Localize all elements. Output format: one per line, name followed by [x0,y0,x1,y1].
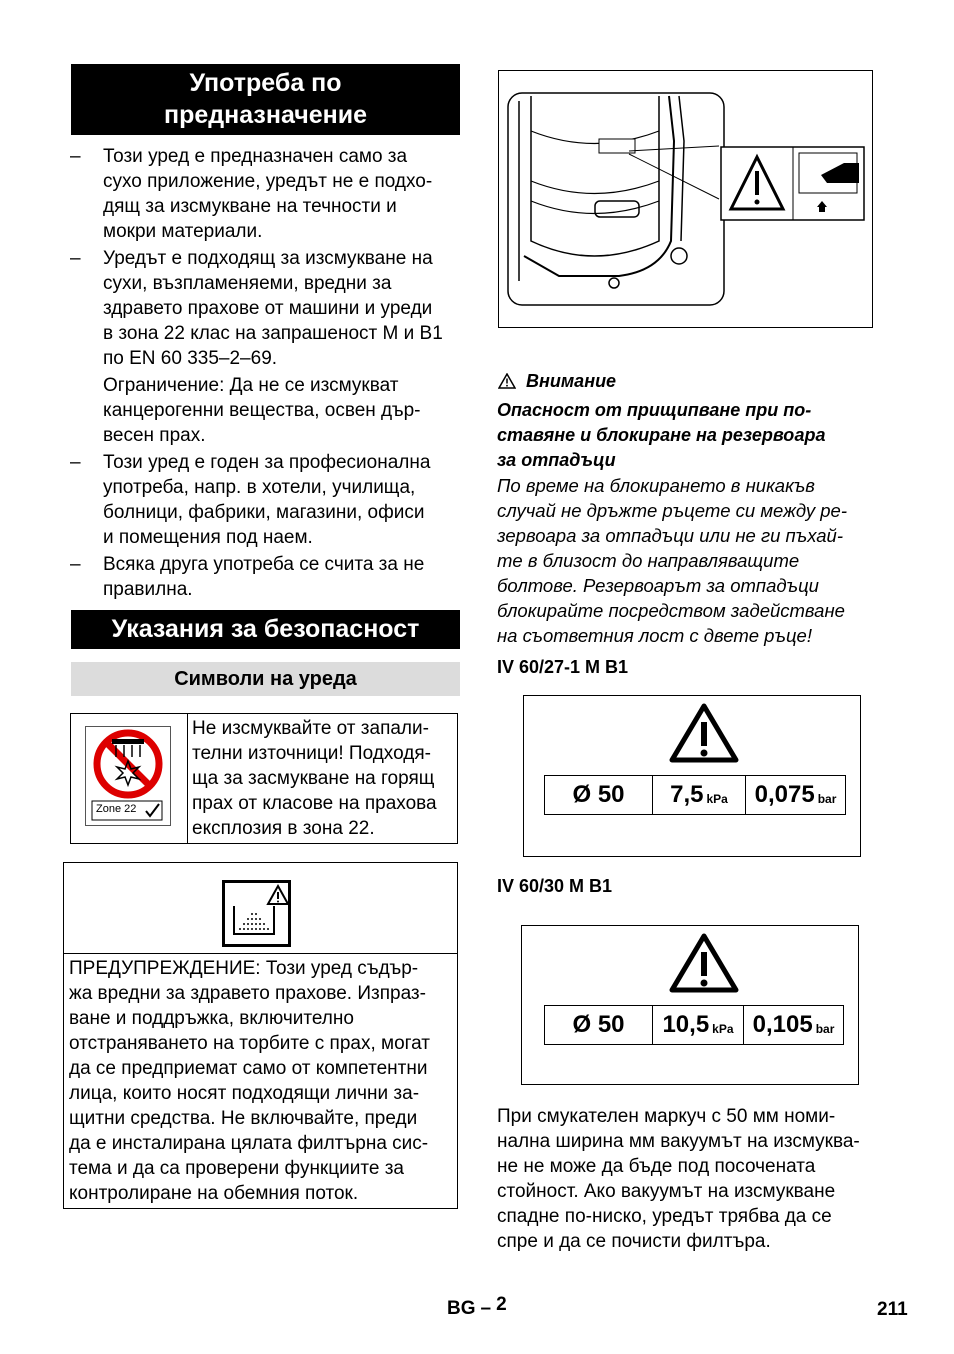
table-divider [187,714,188,843]
pressure-cell: 10,5 kPa [653,1006,744,1044]
caution-body: По време на блокирането в никакъв случай не дръжте ръцете си между ре- зервоара за отпадъци или не ги пъхай- те в близост до направляващите болтове. Резервоарът за отпадъци блокирайте посредством задействане на съответния лост с двете ръце! [497,475,848,646]
container-illustration [498,70,873,328]
warning-triangle-icon [668,702,740,764]
diameter-cell: Ø 50 [545,1006,653,1044]
zone-label: Zone 22 [96,803,137,815]
model-spec-label [521,925,859,1085]
restriction-paragraph: Ограничение: Да не се изсмукват канцерогенни вещества, освен дър- весен прах. [103,375,421,446]
model-name: IV 60/30 M B1 [497,876,613,896]
pressure-cell: 7,5 kPa [653,776,746,814]
bar-cell: 0,105 bar [752,1011,835,1038]
model-spec-label [523,695,861,857]
page-number: 211 [877,1299,908,1320]
local-page-number: 2 [496,1294,507,1315]
table-divider [64,953,457,954]
hazardous-dust-warning-table [63,862,458,1209]
list-item: – Всяка друга употреба се счита за не правилна. [70,554,425,600]
caution-label: Внимание [526,370,617,391]
spec-row [544,1005,844,1045]
list-item: – Този уред е предназначен само за сухо приложение, уредът не е подхо- дящ за изсмукване на течности и мокри материали. [70,146,433,242]
warning-text: ПРЕДУПРЕЖДЕНИЕ: Този уред съдър- жа вредни за здравето прахове. Изпраз- ване и поддръжка, включително отстраняването на торбите с прах, могат да се предприемат само от компетентни лица, които носят подходящи лични за- щитни средства. Не включвайте, преди да е инсталирана цялата филтърна сис- тема и да са проверени функциите за контролиране на обемния поток. [69,958,431,1204]
dust-bin-warning-icon [222,880,292,948]
caution-triangle-icon [498,373,516,389]
section-title-safety: Указания за безопасност [71,610,460,649]
subsection-title-symbols: Символи на уреда [71,662,460,696]
no-ignition-icon [85,726,171,826]
vacuum-note: При смукателен маркуч с 50 мм номи- нална ширина мм вакуумът на изсмуква- не не може да бъде под посочената стойност. Ако вакуумът на изсмукване спадне по-ниско, уредът трябва да се спре и да се почисти филтъра. [497,1106,860,1252]
list-item: – Този уред е годен за професионална употреба, напр. в хотели, училища, болници, фабрики, магазини, офиси и помещения под наем. [70,452,431,548]
model-name: IV 60/27-1 M B1 [497,657,629,677]
footer-language: BG – 2 [447,1294,507,1319]
section-title-intended-use: Употреба по предназначение [71,64,460,135]
caution-header [498,370,616,392]
caution-title: Опасност от прищипване при по- ставяне и блокиране на резервоара за отпадъци [497,400,826,470]
spec-row [544,775,846,815]
intended-use-list [70,144,470,604]
bar-cell: 0,075 bar [754,781,837,808]
zone-symbol-table [70,713,458,844]
list-item: – Уредът е подходящ за изсмукване на сухи, възпламеняеми, вредни за здравето прахове от машини и уреди в зона 22 клас на запрашеност М и B1 по EN 60 335–2–69. [70,248,443,369]
warning-triangle-icon [668,932,740,994]
diameter-cell: Ø 50 [545,776,653,814]
zone-symbol-text: Не изсмуквайте от запали- телни източници! Подходя- ща за засмукване на горящ прах от класове на прахова експлозия в зона 22. [192,718,437,839]
